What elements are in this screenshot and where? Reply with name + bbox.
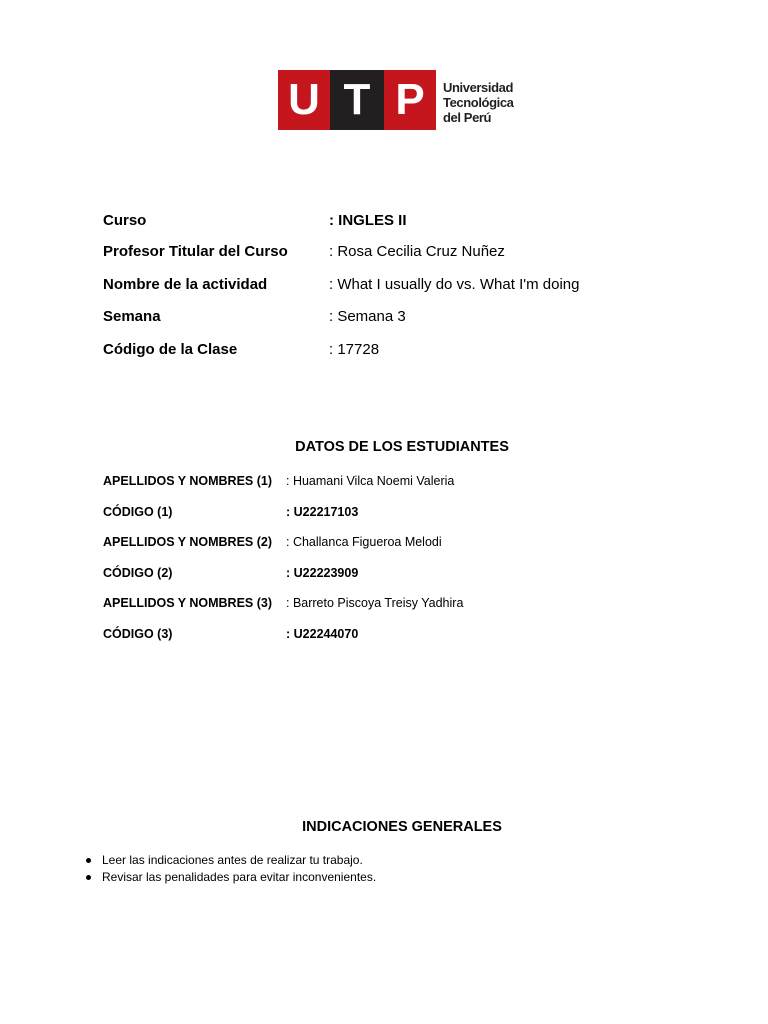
student-code-value-1: : U22217103 xyxy=(286,505,359,519)
students-section-title: DATOS DE LOS ESTUDIANTES xyxy=(295,439,509,455)
professor-label: Profesor Titular del Curso xyxy=(103,243,288,260)
course-label: Curso xyxy=(103,212,147,229)
week-value: : Semana 3 xyxy=(329,308,406,325)
student-code-label-3: CÓDIGO (3) xyxy=(103,627,173,641)
student-name-label-1: APELLIDOS Y NOMBRES (1) xyxy=(103,474,273,488)
list-item xyxy=(86,869,376,886)
bullet-icon xyxy=(86,858,91,863)
week-label: Semana xyxy=(103,308,161,325)
list-item-text: Leer las indicaciones antes de realizar tu trabajo. xyxy=(102,853,363,867)
logo-line-2: Tecnológica xyxy=(443,95,514,110)
list-item xyxy=(86,852,376,869)
student-code-value-3: : U22244070 xyxy=(286,627,359,641)
student-name-label-2: APELLIDOS Y NOMBRES (2) xyxy=(103,535,273,549)
logo-letter-p: P xyxy=(384,70,436,130)
general-section-title: INDICACIONES GENERALES xyxy=(302,819,502,835)
utp-logo xyxy=(278,70,518,130)
course-value: : INGLES II xyxy=(329,212,407,229)
logo-university-name xyxy=(443,80,513,125)
student-name-value-3: : Barreto Piscoya Treisy Yadhira xyxy=(286,596,464,610)
logo-letter-u: U xyxy=(278,70,330,130)
class-code-value: : 17728 xyxy=(329,341,380,358)
logo-line-1: Universidad xyxy=(443,80,514,95)
student-code-label-1: CÓDIGO (1) xyxy=(103,505,173,519)
student-name-value-2: : Challanca Figueroa Melodi xyxy=(286,535,442,549)
student-code-label-2: CÓDIGO (2) xyxy=(103,566,173,580)
bullet-icon xyxy=(86,875,91,880)
professor-value: : Rosa Cecilia Cruz Nuñez xyxy=(329,243,505,260)
activity-label: Nombre de la actividad xyxy=(103,276,268,293)
student-name-value-1: : Huamani Vilca Noemi Valeria xyxy=(286,474,455,488)
list-item-text: Revisar las penalidades para evitar inconvenientes. xyxy=(102,870,377,884)
student-name-label-3: APELLIDOS Y NOMBRES (3) xyxy=(103,596,273,610)
logo-letter-t: T xyxy=(330,70,384,130)
activity-value: : What I usually do vs. What I'm doing xyxy=(329,276,580,293)
general-indications-list xyxy=(86,852,376,886)
logo-line-3: del Perú xyxy=(443,110,492,125)
class-code-label: Código de la Clase xyxy=(103,341,238,358)
student-code-value-2: : U22223909 xyxy=(286,566,359,580)
